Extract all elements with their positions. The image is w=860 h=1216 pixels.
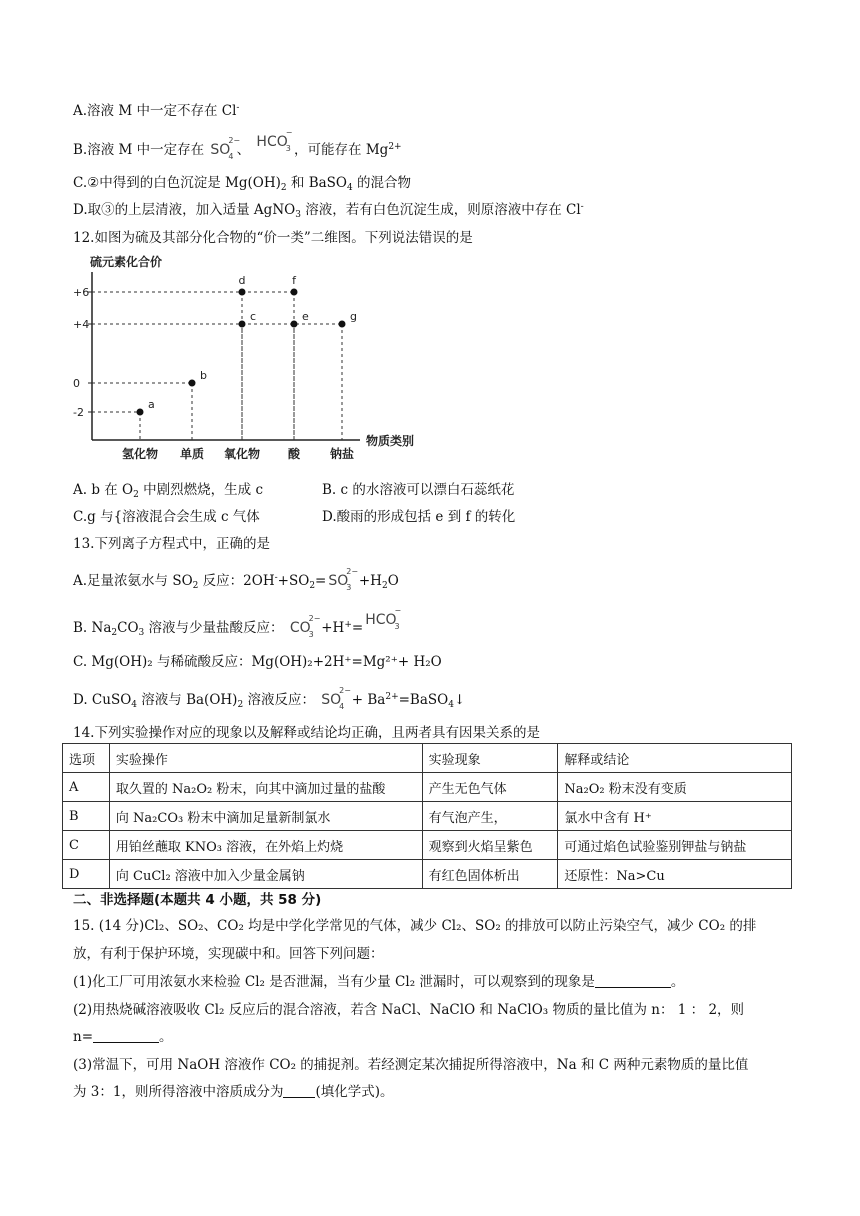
- table-cell: 取久置的 Na₂O₂ 粉末，向其中滴加过量的盐酸: [109, 773, 422, 802]
- q11-option-b: [73, 128, 402, 161]
- table-header-cell: 实验现象: [422, 744, 558, 773]
- data-point-g: [339, 321, 346, 328]
- subscript: 4: [346, 183, 353, 193]
- q11-option-d-text: D.取③的上层清液，加入适量 AgNO: [73, 202, 296, 218]
- sulfate-ion: [321, 686, 351, 711]
- x-category-label: 氢化物: [121, 447, 159, 461]
- ion-index: 4: [339, 702, 345, 711]
- data-point-d: [239, 289, 246, 296]
- sulfate-ion: [210, 136, 241, 161]
- data-point-label: d: [238, 274, 246, 287]
- x-category-label: 钠盐: [329, 447, 355, 461]
- period: 。: [159, 1029, 173, 1045]
- table-header-cell: 选项: [63, 744, 110, 773]
- section-title: 二、非选择题(本题共 4 小题，共 58 分): [73, 892, 322, 908]
- ion-charge: −: [394, 606, 402, 615]
- q15-part-3b: [73, 1080, 394, 1100]
- q15-part-1: [73, 970, 684, 990]
- chart-xlabel: 物质类别: [366, 434, 415, 448]
- bicarbonate-ion: [256, 128, 293, 153]
- y-tick-label: +6: [73, 286, 90, 299]
- q15-part-1-text: (1)化工厂可用浓氨水来检验 Cl₂ 是否泄漏，当有少量 Cl₂ 泄漏时，可以观察到的现象是: [73, 974, 595, 990]
- table-cell: D: [63, 860, 110, 889]
- period: 。: [670, 974, 685, 990]
- q13-option-a-tail: +H: [354, 573, 382, 589]
- q11-option-c-tail: 的混合物: [352, 175, 412, 191]
- answer-blank[interactable]: [93, 1030, 159, 1043]
- q12-option-a-tail: 中剧烈燃烧，生成 c: [138, 482, 264, 498]
- ion-base: SO: [321, 692, 342, 708]
- q13-option-a: [73, 569, 399, 591]
- q11-option-a-text: A.溶液 M 中一定不存在 Cl: [73, 103, 237, 119]
- y-tick-label: +4: [73, 318, 90, 331]
- table-cell: 有红色固体析出: [422, 860, 558, 889]
- subscript: 2: [237, 700, 244, 710]
- subscript: 2: [133, 490, 139, 500]
- ion-base: HCO: [365, 612, 397, 628]
- q13-option-d-mid2: 溶液反应：: [243, 692, 315, 708]
- answer-blank[interactable]: [283, 1085, 315, 1098]
- charge: -: [274, 573, 278, 583]
- data-point-a: [137, 409, 144, 416]
- separator: 、: [236, 142, 251, 158]
- table-row: [63, 773, 792, 802]
- chart-points: [137, 274, 357, 416]
- q11-option-d: [73, 198, 584, 220]
- table-cell: B: [63, 802, 110, 831]
- ion-charge: 2−: [339, 686, 351, 695]
- data-point-f: [291, 289, 298, 296]
- table-cell: 产生无色气体: [422, 773, 558, 802]
- ion-index: 3: [285, 144, 291, 153]
- q13-option-a-mid2: +SO: [277, 573, 310, 589]
- q11-option-c-mid: 和 BaSO: [286, 175, 347, 191]
- q13-option-a-mid: 反应：2OH: [198, 573, 275, 589]
- q13-option-a-text: A.足量浓氨水与 SO: [73, 573, 193, 589]
- q14-stem: 14.下列实验操作对应的现象以及解释或结论均正确，且两者具有因果关系的是: [73, 725, 540, 741]
- subscript: 3: [138, 628, 145, 638]
- subscript: 2: [192, 581, 199, 591]
- q15-line-1: 15. (14 分)Cl₂、SO₂、CO₂ 均是中学化学常见的气体，减少 Cl₂、SO₂ 的排放可以防止污染空气，减少 CO₂ 的排: [73, 918, 757, 934]
- q13-option-a-end: O: [387, 573, 399, 589]
- q11-option-b-text: B.溶液 M 中一定存在: [73, 142, 205, 158]
- charge: -: [236, 103, 240, 113]
- chart-ylabel: 硫元素化合价: [90, 255, 163, 269]
- ion-charge: 2−: [228, 136, 241, 145]
- table-cell: Na₂O₂ 粉末没有变质: [558, 773, 792, 802]
- q11-option-c-text: C.②中得到的白色沉淀是 Mg(OH): [73, 175, 281, 191]
- table-header-cell: 实验操作: [109, 744, 422, 773]
- q15-part-2: (2)用热烧碱溶液吸收 Cl₂ 反应后的混合溶液，若含 NaCl、NaClO 和 NaClO₃ 物质的量比值为 n： 1 ： 2，则: [73, 1002, 745, 1018]
- q13-option-b-tail: +H: [316, 620, 345, 636]
- sulfite-ion: [328, 567, 359, 592]
- subscript: 3: [295, 210, 301, 220]
- q15-part-3b-text: 为 3：1，则所得溶液中溶质成分为: [73, 1084, 284, 1100]
- q11-option-d-tail: 溶液，若有白色沉淀生成，则原溶液中存在 Cl: [300, 202, 581, 218]
- q13-option-c: C. Mg(OH)₂ 与稀硫酸反应：Mg(OH)₂+2H⁺=Mg²⁺+ H₂O: [73, 654, 442, 670]
- carbonate-ion: [289, 614, 321, 639]
- x-category-label: 氧化物: [223, 447, 261, 461]
- table-cell: A: [63, 773, 110, 802]
- table-cell: 可通过焰色试验鉴别钾盐与钠盐: [558, 831, 792, 860]
- data-point-c: [239, 321, 246, 328]
- data-point-label: a: [148, 398, 155, 411]
- q12-option-a-text: A. b 在 O: [73, 482, 134, 498]
- data-point-label: f: [292, 274, 296, 287]
- answer-blank[interactable]: [595, 975, 671, 988]
- q12-option-d: D.酸雨的形成包括 e 到 f 的转化: [322, 509, 516, 525]
- subscript: 2: [111, 628, 118, 638]
- ion-index: 4: [228, 152, 234, 161]
- table-cell: 有气泡产生，: [422, 802, 558, 831]
- table-cell: 用铂丝蘸取 KNO₃ 溶液，在外焰上灼烧: [109, 831, 422, 860]
- data-point-label: e: [302, 310, 309, 323]
- y-tick-label: -2: [73, 406, 84, 419]
- down-arrow-icon: ↓: [453, 692, 466, 708]
- table-header-row: [63, 744, 792, 773]
- data-point-b: [189, 380, 196, 387]
- q13-option-d-mid: 溶液与 Ba(OH): [137, 692, 238, 708]
- q12-option-c: C.g 与{溶液混合会生成 c 气体: [73, 509, 260, 525]
- q13-option-b: [73, 606, 402, 639]
- q13-option-b-text: B. Na: [73, 620, 112, 636]
- subscript: 4: [131, 700, 137, 710]
- table-cell: 向 Na₂CO₃ 粉末中滴加足量新制氯水: [109, 802, 422, 831]
- bicarbonate-ion: [365, 606, 402, 631]
- q12-stem: 12.如图为硫及其部分化合物的“价一类”二维图。下列说法错误的是: [73, 230, 473, 246]
- q15-part-3: (3)常温下，可用 NaOH 溶液作 CO₂ 的捕捉剂。若经测定某次捕捉所得溶液中，Na 和 C 两种元素物质的量比值: [73, 1057, 749, 1073]
- subscript: 2: [381, 581, 388, 591]
- table-cell: 向 CuCl₂ 溶液中加入少量金属钠: [109, 860, 422, 889]
- data-point-e: [291, 321, 298, 328]
- q15-line-2: 放，有利于保护环境，实现碳中和。回答下列问题：: [73, 946, 384, 962]
- q13-option-b-mid: CO: [117, 620, 139, 636]
- table-cell: 氯水中含有 H⁺: [558, 802, 792, 831]
- equals: =: [315, 573, 327, 589]
- equals: =: [351, 620, 364, 636]
- table-row: [63, 860, 792, 889]
- charge: +: [344, 620, 352, 630]
- ion-index: 3: [346, 583, 352, 592]
- x-category-label: 单质: [179, 447, 205, 461]
- q13-option-b-mid2: 溶液与少量盐酸反应：: [144, 620, 284, 636]
- data-point-label: b: [200, 369, 207, 382]
- table-cell: 还原性：Na>Cu: [558, 860, 792, 889]
- x-category-label: 酸: [287, 447, 301, 461]
- table-cell: C: [63, 831, 110, 860]
- data-point-label: c: [250, 310, 257, 323]
- subscript: 2: [280, 183, 287, 193]
- y-tick-label: 0: [73, 377, 80, 390]
- table-header-cell: 解释或结论: [558, 744, 792, 773]
- q13-option-d: [73, 688, 465, 710]
- subscript: 4: [448, 700, 454, 710]
- ion-index: 3: [394, 622, 400, 631]
- q13-option-d-tail: + Ba: [347, 692, 386, 708]
- data-point-label: g: [350, 310, 357, 323]
- charge: -: [580, 202, 584, 212]
- valence-class-chart: [70, 252, 440, 470]
- q11-option-c: [73, 171, 411, 193]
- charge: 2+: [385, 692, 399, 702]
- ion-base: CO: [289, 620, 311, 636]
- ion-base: SO: [328, 573, 349, 589]
- q15-part-2b-text: n=: [73, 1029, 94, 1045]
- q15-part-2b: [73, 1025, 173, 1045]
- q12-option-b: B. c 的水溶液可以漂白石蕊纸花: [322, 482, 515, 498]
- q11-option-a: [73, 99, 239, 119]
- ion-base: HCO: [256, 134, 288, 150]
- q12-option-a: [73, 478, 263, 500]
- ion-base: SO: [210, 142, 231, 158]
- ion-charge: 2−: [346, 567, 359, 576]
- charge: 2+: [388, 142, 402, 152]
- table-row: [63, 831, 792, 860]
- chart-ticks: [73, 286, 92, 419]
- q13-option-d-end: =BaSO: [398, 692, 449, 708]
- q13-stem: 13.下列离子方程式中，正确的是: [73, 536, 270, 552]
- experiment-table: [62, 743, 792, 889]
- q15-part-3b-tail: (填化学式)。: [315, 1084, 394, 1100]
- chart-categories: [122, 446, 354, 461]
- q11-option-b-tail: ，可能存在 Mg: [294, 142, 389, 158]
- table-row: [63, 802, 792, 831]
- subscript: 2: [309, 581, 316, 591]
- ion-charge: 2−: [308, 614, 321, 623]
- ion-index: 3: [308, 630, 314, 639]
- table-cell: 观察到火焰呈紫色: [422, 831, 558, 860]
- q13-option-d-text: D. CuSO: [73, 692, 132, 708]
- ion-charge: −: [285, 128, 293, 137]
